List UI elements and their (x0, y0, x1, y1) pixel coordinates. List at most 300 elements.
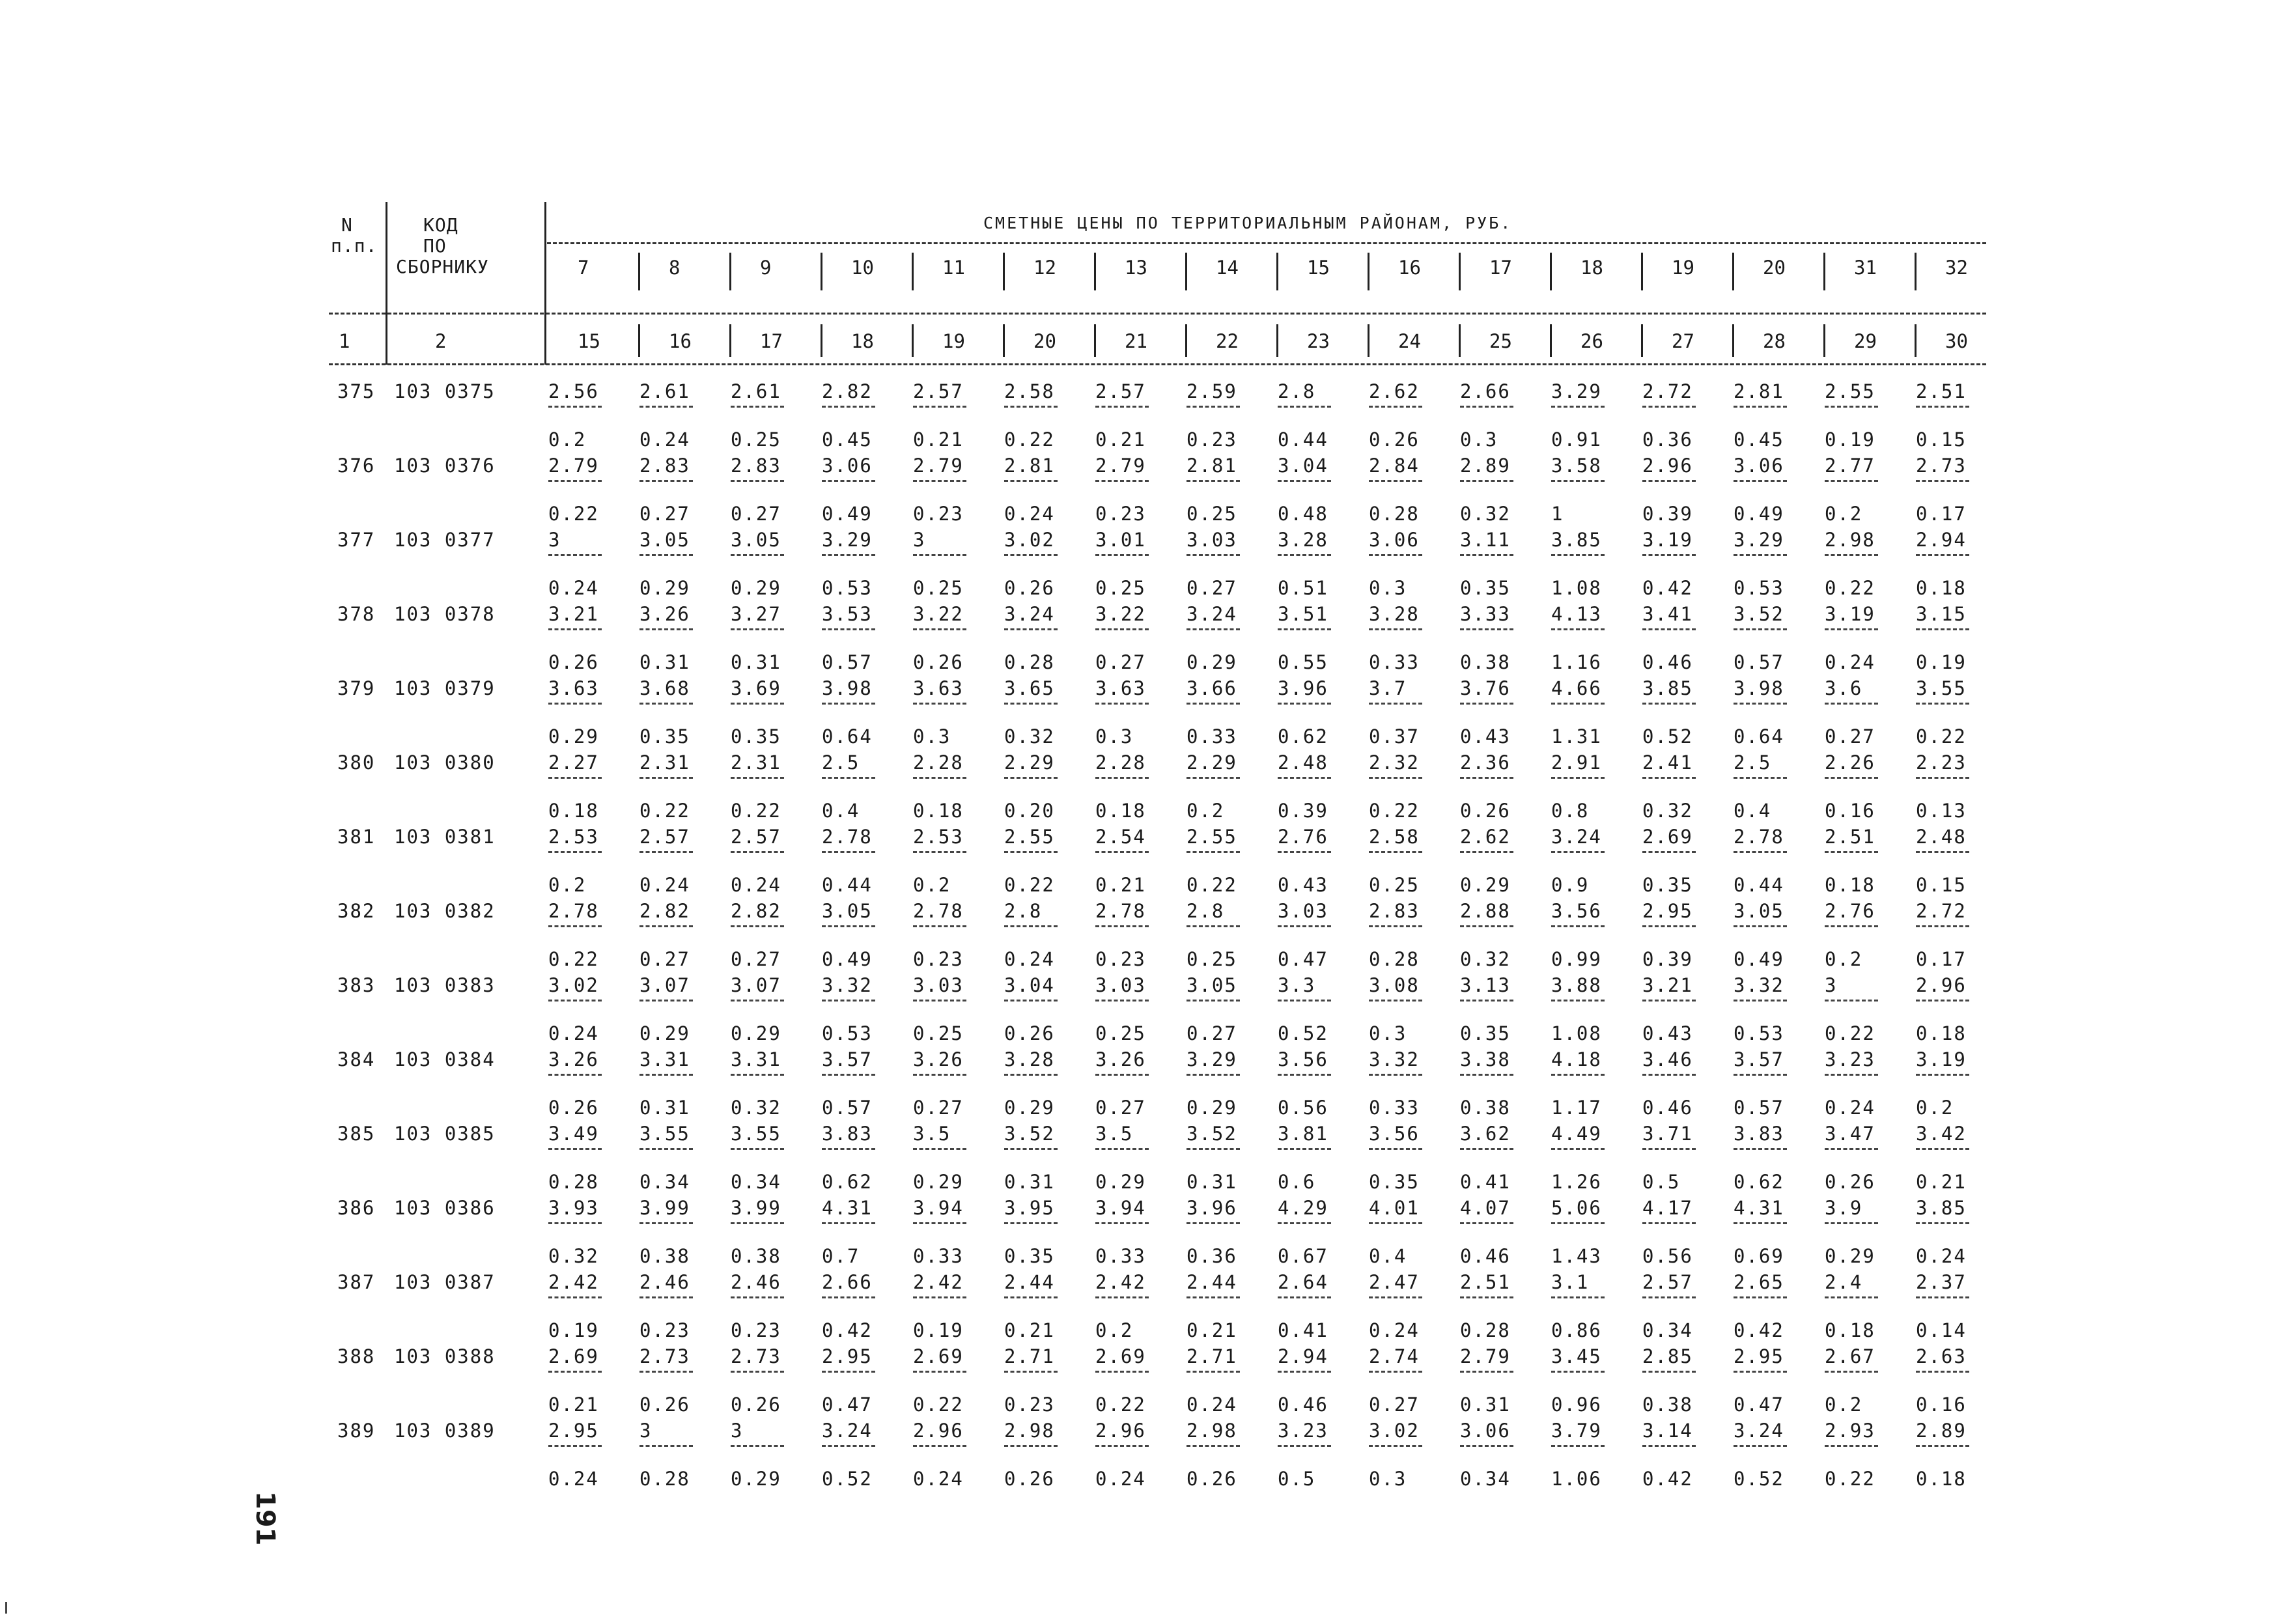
price-value: 3.56 (1278, 1048, 1328, 1071)
price-value: 3.23 (1278, 1420, 1328, 1442)
header-column-divider (912, 324, 914, 357)
price-value: 3.79 (1551, 1420, 1602, 1442)
header-column-divider (1915, 324, 1917, 357)
price-value: 0.29 (1825, 1245, 1875, 1267)
price-value: 0.29 (1187, 1097, 1237, 1119)
price-value: 3.49 (548, 1123, 599, 1145)
price-value: 1.06 (1551, 1468, 1602, 1490)
price-value: 3.01 (1095, 529, 1146, 551)
value-separator (1095, 554, 1149, 556)
price-value: 0.16 (1825, 800, 1875, 822)
header-column-divider (1550, 324, 1552, 357)
price-value: 0.18 (1916, 1468, 1967, 1490)
header-column-divider (1459, 253, 1461, 290)
price-value: 2.31 (731, 751, 781, 774)
value-separator (1734, 703, 1787, 705)
price-value: 0.49 (822, 503, 873, 525)
price-value: 2.42 (913, 1271, 964, 1293)
price-value: 3.55 (639, 1123, 690, 1145)
value-separator (1460, 777, 1513, 779)
price-value: 0.3 (1369, 577, 1407, 599)
value-separator (1369, 406, 1422, 408)
price-value: 0.26 (1460, 800, 1511, 822)
price-value: 0.22 (1187, 874, 1237, 896)
value-separator (1551, 406, 1605, 408)
price-value: 2.46 (731, 1271, 781, 1293)
value-separator (1825, 1371, 1878, 1373)
price-value: 2.58 (1004, 380, 1055, 402)
price-value: 2.47 (1369, 1271, 1420, 1293)
row-code: 103 0387 (394, 1271, 496, 1293)
price-value: 0.24 (548, 1468, 599, 1490)
price-value: 0.29 (639, 1022, 690, 1044)
price-value: 2.95 (1734, 1345, 1784, 1367)
price-value: 2.81 (1734, 380, 1784, 402)
price-value: 0.29 (1460, 874, 1511, 896)
price-value: 3.46 (1642, 1048, 1693, 1071)
value-separator (1551, 1148, 1605, 1150)
price-value: 2.8 (1187, 900, 1225, 922)
price-value: 2.55 (1187, 826, 1237, 848)
value-separator (822, 406, 875, 408)
price-value: 0.2 (1825, 503, 1863, 525)
price-value: 0.3 (1369, 1468, 1407, 1490)
price-value: 0.46 (1460, 1245, 1511, 1267)
value-separator (1187, 703, 1240, 705)
column-index-number: 21 (1125, 330, 1147, 352)
value-separator (1642, 1074, 1696, 1076)
value-separator (1278, 1148, 1331, 1150)
price-value: 0.26 (731, 1393, 781, 1416)
value-separator (731, 628, 784, 630)
price-value: 3.76 (1460, 677, 1511, 699)
value-separator (1460, 1000, 1513, 1001)
price-value: 2.82 (822, 380, 873, 402)
price-value: 0.24 (1095, 1468, 1146, 1490)
price-value: 3.26 (548, 1048, 599, 1071)
price-value: 0.35 (639, 725, 690, 748)
value-separator (1825, 1222, 1878, 1224)
price-value: 2.31 (639, 751, 690, 774)
price-value: 0.53 (822, 1022, 873, 1044)
price-value: 0.22 (639, 800, 690, 822)
value-separator (1551, 1371, 1605, 1373)
header-column-divider (1823, 253, 1825, 290)
price-value: 0.51 (1278, 577, 1328, 599)
header-code-label: КОД (423, 214, 458, 236)
header-column-divider (1823, 324, 1825, 357)
price-value: 2.98 (1825, 529, 1875, 551)
price-value: 0.2 (548, 428, 587, 451)
price-value: 3.28 (1369, 603, 1420, 625)
value-separator (731, 480, 784, 482)
row-code: 103 0382 (394, 900, 496, 922)
value-separator (913, 925, 966, 927)
price-value: 0.21 (548, 1393, 599, 1416)
price-value: 0.28 (1369, 503, 1420, 525)
price-value: 2.76 (1278, 826, 1328, 848)
value-separator (913, 554, 966, 556)
price-value: 3.19 (1916, 1048, 1967, 1071)
price-value: 0.8 (1551, 800, 1590, 822)
value-separator (1551, 554, 1605, 556)
row-number: 386 (337, 1197, 376, 1219)
value-separator (822, 777, 875, 779)
price-value: 3.24 (1187, 603, 1237, 625)
price-value: 0.24 (639, 428, 690, 451)
price-value: 0.96 (1551, 1393, 1602, 1416)
price-value: 0.2 (1187, 800, 1225, 822)
price-value: 0.6 (1278, 1171, 1316, 1193)
price-value: 3.05 (731, 529, 781, 551)
value-separator (1642, 628, 1696, 630)
value-separator (822, 628, 875, 630)
value-separator (822, 1296, 875, 1298)
price-value: 2.64 (1278, 1271, 1328, 1293)
value-separator (1916, 1296, 1969, 1298)
price-value: 0.22 (913, 1393, 964, 1416)
price-value: 3.07 (731, 974, 781, 996)
value-separator (1095, 851, 1149, 853)
price-value: 3.28 (1004, 1048, 1055, 1071)
price-value: 0.35 (1004, 1245, 1055, 1267)
value-separator (1095, 777, 1149, 779)
price-value: 0.34 (1642, 1319, 1693, 1341)
price-value: 0.42 (1642, 1468, 1693, 1490)
price-value: 3.98 (1734, 677, 1784, 699)
header-divider-mid (329, 313, 1986, 315)
price-value: 0.42 (1734, 1319, 1784, 1341)
value-separator (1095, 1148, 1149, 1150)
column-index-number: 28 (1763, 330, 1786, 352)
price-value: 4.18 (1551, 1048, 1602, 1071)
value-separator (822, 1222, 875, 1224)
price-value: 2.59 (1187, 380, 1237, 402)
price-value: 3.57 (1734, 1048, 1784, 1071)
value-separator (1278, 628, 1331, 630)
price-value: 0.27 (913, 1097, 964, 1119)
price-value: 2.57 (913, 380, 964, 402)
value-separator (1187, 480, 1240, 482)
header-column-divider (1185, 324, 1187, 357)
page-number: 191 (250, 1491, 280, 1546)
price-value: 2.82 (731, 900, 781, 922)
price-value: 2.5 (822, 751, 860, 774)
price-value: 3.96 (1278, 677, 1328, 699)
price-value: 0.18 (1916, 577, 1967, 599)
price-value: 0.29 (1004, 1097, 1055, 1119)
value-separator (1551, 777, 1605, 779)
price-value: 2.48 (1278, 751, 1328, 774)
price-value: 0.22 (1004, 428, 1055, 451)
row-number: 389 (337, 1420, 376, 1442)
price-value: 3.62 (1460, 1123, 1511, 1145)
header-column-divider (729, 253, 731, 290)
column-index-number: 26 (1580, 330, 1603, 352)
price-value: 0.35 (1642, 874, 1693, 896)
price-value: 2.53 (548, 826, 599, 848)
value-separator (1460, 480, 1513, 482)
value-separator (1642, 851, 1696, 853)
price-value: 0.62 (1278, 725, 1328, 748)
region-number: 15 (1307, 257, 1330, 279)
price-value: 0.33 (1369, 1097, 1420, 1119)
value-separator (639, 628, 693, 630)
price-value: 0.29 (1187, 651, 1237, 673)
price-value: 0.33 (1369, 651, 1420, 673)
price-value: 3 (1825, 974, 1838, 996)
value-separator (548, 554, 602, 556)
price-value: 0.26 (1004, 1468, 1055, 1490)
price-value: 2.81 (1187, 455, 1237, 477)
region-number: 18 (1580, 257, 1603, 279)
price-value: 0.3 (1095, 725, 1134, 748)
price-value: 1.43 (1551, 1245, 1602, 1267)
price-value: 0.32 (548, 1245, 599, 1267)
value-separator (913, 777, 966, 779)
value-separator (639, 1148, 693, 1150)
price-value: 3.63 (1095, 677, 1146, 699)
value-separator (1004, 1000, 1058, 1001)
price-value: 0.31 (1187, 1171, 1237, 1193)
value-separator (1734, 406, 1787, 408)
value-separator (1460, 1445, 1513, 1447)
price-value: 0.24 (1825, 1097, 1875, 1119)
value-separator (1916, 851, 1969, 853)
value-separator (639, 1445, 693, 1447)
price-value: 3.24 (1004, 603, 1055, 625)
price-value: 0.52 (822, 1468, 873, 1490)
price-value: 3.14 (1642, 1420, 1693, 1442)
price-value: 0.27 (731, 503, 781, 525)
header-column-divider (729, 324, 731, 357)
value-separator (1369, 925, 1422, 927)
price-value: 0.23 (1095, 948, 1146, 970)
price-value: 2.23 (1916, 751, 1967, 774)
value-separator (639, 777, 693, 779)
price-value: 0.2 (548, 874, 587, 896)
price-value: 0.27 (639, 503, 690, 525)
price-value: 0.62 (1734, 1171, 1784, 1193)
price-value: 3.05 (1187, 974, 1237, 996)
price-value: 0.24 (1004, 948, 1055, 970)
price-value: 0.21 (1004, 1319, 1055, 1341)
row-code: 103 0383 (394, 974, 496, 996)
value-separator (1551, 1074, 1605, 1076)
column-index-1: 1 (339, 330, 350, 352)
column-index-number: 24 (1398, 330, 1421, 352)
price-value: 3.56 (1369, 1123, 1420, 1145)
price-value: 0.22 (548, 503, 599, 525)
price-value: 0.35 (1460, 1022, 1511, 1044)
value-separator (1916, 1074, 1969, 1076)
price-value: 0.24 (548, 577, 599, 599)
price-value: 0.45 (1734, 428, 1784, 451)
header-column-divider (1185, 253, 1187, 290)
price-value: 2.84 (1369, 455, 1420, 477)
price-value: 1.31 (1551, 725, 1602, 748)
price-value: 2.79 (1460, 1345, 1511, 1367)
price-value: 2.83 (731, 455, 781, 477)
header-column-divider (1276, 253, 1278, 290)
price-value: 0.18 (1825, 1319, 1875, 1341)
value-separator (731, 1445, 784, 1447)
value-separator (1916, 1222, 1969, 1224)
value-separator (548, 628, 602, 630)
price-value: 2.62 (1369, 380, 1420, 402)
price-value: 3.07 (639, 974, 690, 996)
value-separator (1642, 554, 1696, 556)
price-value: 0.38 (1460, 651, 1511, 673)
header-column-divider (1641, 324, 1643, 357)
value-separator (1187, 925, 1240, 927)
value-separator (548, 851, 602, 853)
price-value: 0.23 (639, 1319, 690, 1341)
value-separator (1369, 1000, 1422, 1001)
scan-mark (5, 1602, 7, 1614)
value-separator (639, 925, 693, 927)
price-value: 0.53 (822, 577, 873, 599)
value-separator (1734, 1445, 1787, 1447)
price-value: 4.17 (1642, 1197, 1693, 1219)
price-value: 0.22 (1825, 1022, 1875, 1044)
value-separator (1187, 777, 1240, 779)
value-separator (639, 554, 693, 556)
region-number: 20 (1763, 257, 1786, 279)
price-value: 2.57 (731, 826, 781, 848)
price-value: 3.06 (1369, 529, 1420, 551)
value-separator (1460, 703, 1513, 705)
value-separator (548, 1222, 602, 1224)
value-separator (913, 1445, 966, 1447)
price-value: 0.57 (822, 1097, 873, 1119)
value-separator (1095, 1222, 1149, 1224)
value-separator (913, 406, 966, 408)
price-value: 0.5 (1278, 1468, 1316, 1490)
column-index-number: 22 (1216, 330, 1239, 352)
price-value: 3 (731, 1420, 744, 1442)
value-separator (1734, 554, 1787, 556)
price-value: 2.72 (1916, 900, 1967, 922)
price-value: 0.24 (1825, 651, 1875, 673)
value-separator (639, 1296, 693, 1298)
value-separator (1642, 1222, 1696, 1224)
value-separator (1278, 1296, 1331, 1298)
value-separator (1369, 1445, 1422, 1447)
price-value: 3.31 (731, 1048, 781, 1071)
header-column-divider (1003, 324, 1005, 357)
price-value: 2.54 (1095, 826, 1146, 848)
price-value: 3.03 (1187, 529, 1237, 551)
price-value: 1.26 (1551, 1171, 1602, 1193)
column-index-number: 17 (760, 330, 783, 352)
row-number: 380 (337, 751, 376, 774)
value-separator (1004, 1222, 1058, 1224)
value-separator (1004, 480, 1058, 482)
value-separator (913, 703, 966, 705)
price-value: 3.06 (822, 455, 873, 477)
price-value: 0.21 (1095, 428, 1146, 451)
price-value: 0.4 (1369, 1245, 1407, 1267)
price-value: 2.79 (913, 455, 964, 477)
value-separator (1095, 703, 1149, 705)
value-separator (1369, 628, 1422, 630)
value-separator (913, 480, 966, 482)
price-value: 0.46 (1642, 1097, 1693, 1119)
header-divider-bottom (329, 363, 1986, 365)
price-value: 3.05 (822, 900, 873, 922)
value-separator (1551, 925, 1605, 927)
price-value: 2.65 (1734, 1271, 1784, 1293)
row-number: 385 (337, 1123, 376, 1145)
region-number: 32 (1945, 257, 1968, 279)
price-value: 0.14 (1916, 1319, 1967, 1341)
value-separator (1642, 1371, 1696, 1373)
price-value: 0.27 (639, 948, 690, 970)
header-divider-top (547, 242, 1986, 244)
price-value: 0.19 (913, 1319, 964, 1341)
price-value: 0.39 (1278, 800, 1328, 822)
price-value: 2.37 (1916, 1271, 1967, 1293)
price-value: 0.3 (1460, 428, 1498, 451)
value-separator (731, 1371, 784, 1373)
price-value: 0.3 (913, 725, 951, 748)
price-value: 0.36 (1187, 1245, 1237, 1267)
value-separator (1551, 703, 1605, 705)
price-value: 2.29 (1187, 751, 1237, 774)
price-value: 0.22 (1095, 1393, 1146, 1416)
price-value: 3.63 (913, 677, 964, 699)
header-column-divider (1459, 324, 1461, 357)
price-value: 0.26 (1825, 1171, 1875, 1193)
price-value: 2.44 (1004, 1271, 1055, 1293)
row-code: 103 0385 (394, 1123, 496, 1145)
price-value: 0.23 (1004, 1393, 1055, 1416)
price-value: 2.89 (1916, 1420, 1967, 1442)
price-value: 4.01 (1369, 1197, 1420, 1219)
value-separator (1460, 851, 1513, 853)
price-value: 3.08 (1369, 974, 1420, 996)
price-value: 2.51 (1916, 380, 1967, 402)
price-value: 3.51 (1278, 603, 1328, 625)
price-value: 3.29 (1187, 1048, 1237, 1071)
header-sbornik-label: СБОРНИКУ (396, 256, 489, 277)
value-separator (1187, 1371, 1240, 1373)
price-value: 3.93 (548, 1197, 599, 1219)
column-index-number: 29 (1854, 330, 1877, 352)
price-value: 0.26 (913, 651, 964, 673)
price-value: 2.95 (1642, 900, 1693, 922)
price-value: 0.25 (1095, 577, 1146, 599)
value-separator (1369, 1296, 1422, 1298)
value-separator (1734, 1296, 1787, 1298)
price-value: 2.55 (1004, 826, 1055, 848)
value-separator (1551, 1000, 1605, 1001)
price-value: 3.02 (1369, 1420, 1420, 1442)
price-value: 0.32 (731, 1097, 781, 1119)
price-value: 0.25 (1369, 874, 1420, 896)
value-separator (548, 703, 602, 705)
price-value: 3.98 (822, 677, 873, 699)
row-number: 388 (337, 1345, 376, 1367)
price-value: 0.39 (1642, 948, 1693, 970)
price-value: 0.15 (1916, 874, 1967, 896)
price-value: 0.23 (1095, 503, 1146, 525)
price-value: 3.83 (822, 1123, 873, 1145)
value-separator (1460, 628, 1513, 630)
price-value: 0.29 (731, 1468, 781, 1490)
value-separator (1004, 1371, 1058, 1373)
